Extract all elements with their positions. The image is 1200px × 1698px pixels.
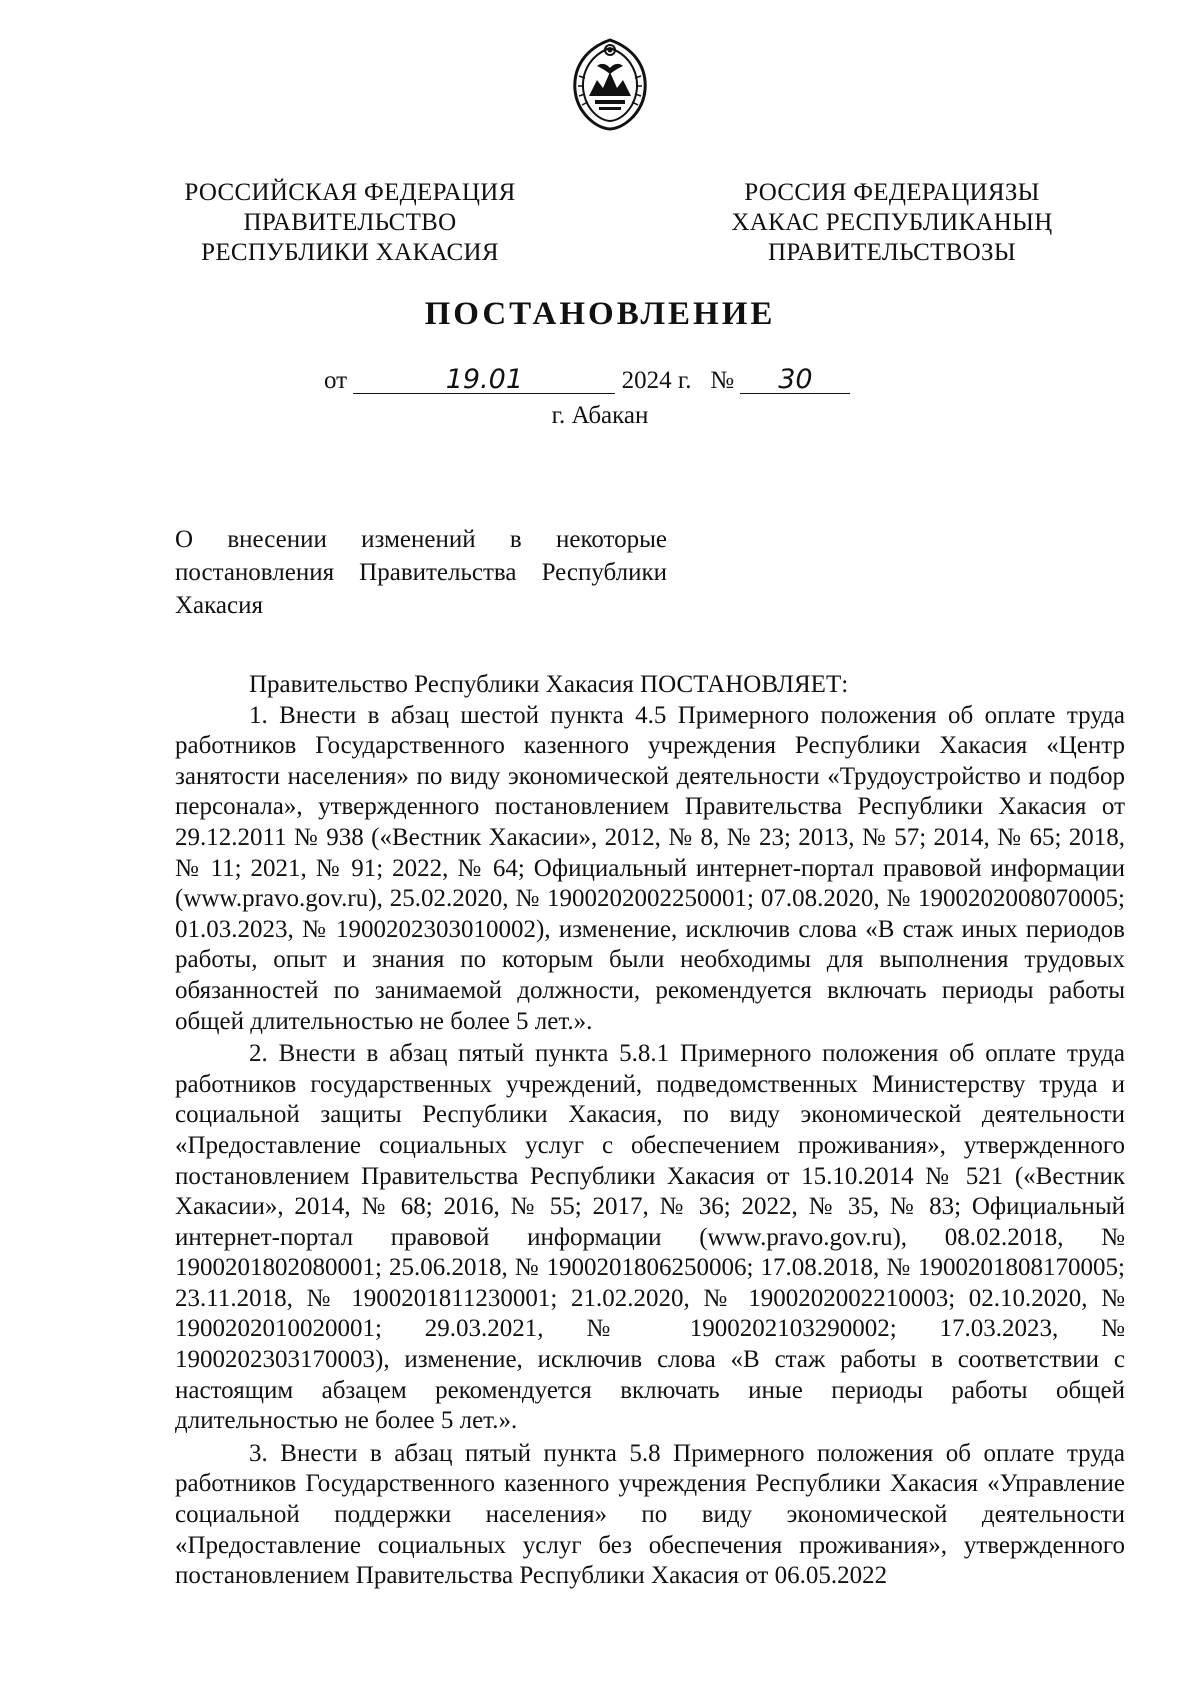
document-title: ПОСТАНОВЛЕНИЕ xyxy=(424,296,776,332)
header-left-block xyxy=(170,178,530,268)
body-item-2: 2. Внести в абзац пятый пункта 5.8.1 Примерного положения об оплате труда работников государственных учреждений, подведомственных Министерству труда и социальной защиты Республики Хакасия, по виду экономической деятельности «Предоставление социальных услуг с обеспечением проживания», утвержденного постановлением Правительства Республики Хакасия от 15.10.2014 № 521 («Вестник Хакасии», 2014, № 68; 2016, № 55; 2017, № 36; 2022, № 35, № 83; Официальный интернет-портал правовой информации (www.pravo.gov.ru), 08.02.2018, № 1900201802080001; 25.06.2018, № 1900201806250006; 17.08.2018, № 1900201808170005; 23.11.2018, № 1900201811230001; 21.02.2020, № 1900202002210003; 02.10.2020, № 1900202010020001; 29.03.2021, № 1900202103290002; 17.03.2023, № 1900202303170003), изменение, исключив слова «В стаж работы в соответствии с настоящим абзацем рекомендуется включать иные периоды работы общей длительностью не более 5 лет.». xyxy=(175,1040,1125,1435)
header-left-line-1: РОССИЙСКАЯ ФЕДЕРАЦИЯ xyxy=(184,179,516,206)
header-right-block xyxy=(712,178,1072,268)
body-item-1: 1. Внести в абзац шестой пункта 4.5 Примерного положения об оплате труда работников Государственного казенного учреждения Республики Хакасия «Центр занятости населения» по виду экономической деятельности «Трудоустройство и подбор персонала», утвержденного постановлением Правительства Республики Хакасия от 29.12.2011 № 938 («Вестник Хакасии», 2012, № 8, № 23; 2013, № 57; 2014, № 65; 2018, № 11; 2021, № 91; 2022, № 64; Официальный интернет-портал правовой информации (www.pravo.gov.ru), 25.02.2020, № 1900202002250001; 07.08.2020, № 1900202008070005; 01.03.2023, № 1900202303010002), изменение, исключив слова «В стаж иных периодов работы, опыт и знания по которым были необходимы для выполнения трудовых обязанностей по занимаемой должности, рекомендуется включать периоды работы общей длительностью не более 5 лет.». xyxy=(175,701,1125,1035)
document-body xyxy=(175,670,1125,1592)
handwritten-number: 30 xyxy=(740,367,850,394)
header-left-line-3: РЕСПУБЛИКИ ХАКАСИЯ xyxy=(201,239,499,266)
number-label: № xyxy=(710,367,735,394)
body-item-3: 3. Внести в абзац пятый пункта 5.8 Примерного положения об оплате труда работников Государственного казенного учреждения Республики Хакасия «Управление социальной поддержки населения» по виду экономической деятельности «Предоставление социальных услуг без обеспечения проживания», утвержденного постановлением Правительства Республики Хакасия от 06.05.2022 xyxy=(175,1439,1125,1590)
header-right-line-1: РОССИЯ ФЕДЕРАЦИЯЗЫ xyxy=(744,179,1040,206)
header-left-line-2: ПРАВИТЕЛЬСТВО xyxy=(243,209,457,236)
header-right-line-2: ХАКАС РЕСПУБЛИКАНЫҢ xyxy=(731,209,1053,236)
handwritten-date: 19.01 xyxy=(353,367,615,394)
date-number-line xyxy=(324,364,850,395)
coat-of-arms-emblem xyxy=(567,36,653,132)
city-label: г. Абакан xyxy=(551,402,649,429)
header-right-line-3: ПРАВИТЕЛЬСТВОЗЫ xyxy=(768,239,1016,266)
date-year: 2024 г. xyxy=(621,367,692,394)
body-intro: Правительство Республики Хакасия ПОСТАНОВЛЯЕТ: xyxy=(249,671,849,698)
date-prefix: от xyxy=(324,367,348,394)
document-subject: О внесении изменений в некоторые постановления Правительства Республики Хакасия xyxy=(175,526,667,619)
